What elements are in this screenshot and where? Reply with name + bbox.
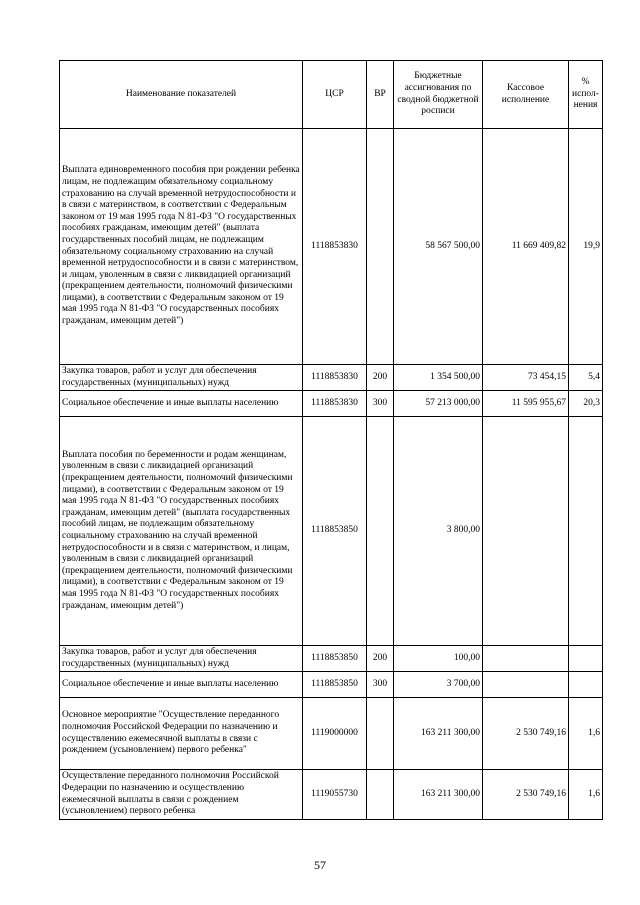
header-name: Наименование показателей — [60, 61, 303, 129]
table-row — [60, 646, 603, 672]
row-vr: 200 — [367, 646, 394, 672]
row-budget: 3 700,00 — [394, 672, 483, 698]
row-vr — [367, 770, 394, 820]
row-csr: 1118853850 — [303, 646, 367, 672]
row-budget: 3 800,00 — [394, 417, 483, 646]
row-vr — [367, 417, 394, 646]
row-cash: 2 530 749,16 — [483, 770, 569, 820]
row-csr: 1118853830 — [303, 365, 367, 391]
row-vr — [367, 129, 394, 365]
header-csr: ЦСР — [303, 61, 367, 129]
row-name: Выплата единовременного пособия при рождении ребенка лицам, не подлежащим обязательному социальному страхованию на случай временной нетрудоспособности и в связи с материнством, в соответствии с Федеральным законом от 19 мая 1995 года N 81-ФЗ "О государственных пособиях гражданам, имеющим детей" (выплата государственных пособий лицам, не подлежащим обязательному социальному страхованию на случай временной нетрудоспособности и в связи с материнством, и лицам, уволенным в связи с ликвидацией организаций (прекращением деятельности, полномочий физическими лицами), в соответствии с Федеральным законом от 19 мая 1995 года N 81-ФЗ "О государственных пособиях гражданам, имеющим детей") — [60, 129, 303, 365]
row-vr: 300 — [367, 672, 394, 698]
table-row — [60, 770, 603, 820]
row-cash — [483, 672, 569, 698]
table-row — [60, 672, 603, 698]
row-cash: 11 669 409,82 — [483, 129, 569, 365]
row-cash: 11 595 955,67 — [483, 391, 569, 417]
row-vr: 200 — [367, 365, 394, 391]
row-budget: 163 211 300,00 — [394, 698, 483, 770]
header-vr: ВР — [367, 61, 394, 129]
page-number: 57 — [314, 858, 326, 872]
table-row — [60, 129, 603, 365]
row-name: Основное мероприятие "Осуществление переданного полномочия Российской Федерации по назначению и осуществлению ежемесячной выплаты в связи с рождением (усыновлением) первого ребенка" — [60, 698, 303, 770]
header-percent: % испол-нения — [569, 61, 603, 129]
row-csr: 1119000000 — [303, 698, 367, 770]
row-csr: 1118853830 — [303, 129, 367, 365]
header-cash: Кассовое исполнение — [483, 61, 569, 129]
row-budget: 1 354 500,00 — [394, 365, 483, 391]
row-name: Осуществление переданного полномочия Российской Федерации по назначению и осуществлению ежемесячной выплаты в связи с рождением (усыновлением) первого ребенка — [60, 770, 303, 820]
header-budget: Бюджетные ассигнования по сводной бюджетной росписи — [394, 61, 483, 129]
table-row — [60, 417, 603, 646]
row-budget: 163 211 300,00 — [394, 770, 483, 820]
row-percent: 5,4 — [569, 365, 603, 391]
row-cash: 2 530 749,16 — [483, 698, 569, 770]
row-budget: 58 567 500,00 — [394, 129, 483, 365]
row-budget: 57 213 000,00 — [394, 391, 483, 417]
row-percent — [569, 672, 603, 698]
row-percent: 1,6 — [569, 698, 603, 770]
row-vr — [367, 698, 394, 770]
row-csr: 1118853830 — [303, 391, 367, 417]
row-csr: 1118853850 — [303, 672, 367, 698]
table-row — [60, 391, 603, 417]
row-name: Закупка товаров, работ и услуг для обеспечения государственных (муниципальных) нужд — [60, 365, 303, 391]
row-csr: 1118853850 — [303, 417, 367, 646]
row-name: Социальное обеспечение и иные выплаты населению — [60, 672, 303, 698]
row-cash — [483, 417, 569, 646]
header-row — [60, 61, 603, 129]
row-percent: 20,3 — [569, 391, 603, 417]
row-csr: 1119055730 — [303, 770, 367, 820]
row-percent — [569, 417, 603, 646]
row-name: Закупка товаров, работ и услуг для обеспечения государственных (муниципальных) нужд — [60, 646, 303, 672]
table-row — [60, 698, 603, 770]
budget-table — [59, 60, 603, 820]
row-percent: 19,9 — [569, 129, 603, 365]
row-cash: 73 454,15 — [483, 365, 569, 391]
row-budget: 100,00 — [394, 646, 483, 672]
table-row — [60, 365, 603, 391]
row-percent: 1,6 — [569, 770, 603, 820]
row-vr: 300 — [367, 391, 394, 417]
row-name: Выплата пособия по беременности и родам женщинам, уволенным в связи с ликвидацией организаций (прекращением деятельности, полномочий физическими лицами), в соответствии с Федеральным законом от 19 мая 1995 года N 81-ФЗ "О государственных пособиях гражданам, имеющим детей" (выплата государственных пособий лицам, не подлежащим обязательному социальному страхованию на случай временной нетрудоспособности и в связи с материнством, и лицам, уволенным в связи с ликвидацией организаций (прекращением деятельности, полномочий физическими лицами), в соответствии с Федеральным законом от 19 мая 1995 года N 81-ФЗ "О государственных пособиях гражданам, имеющим детей") — [60, 417, 303, 646]
row-percent — [569, 646, 603, 672]
row-cash — [483, 646, 569, 672]
row-name: Социальное обеспечение и иные выплаты населению — [60, 391, 303, 417]
